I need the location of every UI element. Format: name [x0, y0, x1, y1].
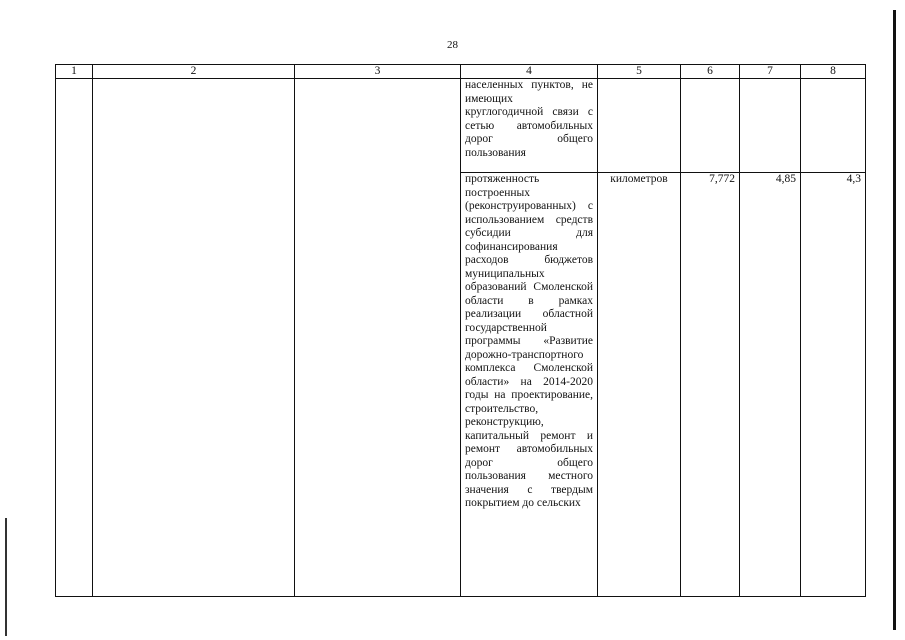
- table-row: [56, 79, 866, 173]
- value-cell-col6: 7,772: [681, 173, 740, 597]
- cell-col1-empty: [56, 79, 93, 597]
- header-cell-7: 7: [740, 65, 801, 79]
- header-cell-4: 4: [461, 65, 598, 79]
- value-cell-col8: 4,3: [801, 173, 866, 597]
- indicator-table: [55, 64, 866, 597]
- header-cell-5: 5: [598, 65, 681, 79]
- cell-col6-empty: [681, 79, 740, 173]
- value-cell-col7: 4,85: [740, 173, 801, 597]
- header-cell-6: 6: [681, 65, 740, 79]
- cell-col7-empty: [740, 79, 801, 173]
- unit-cell: километров: [598, 173, 681, 597]
- header-cell-8: 8: [801, 65, 866, 79]
- header-cell-3: 3: [295, 65, 461, 79]
- indicator-text: протяженность построенных (реконструированных) с использованием средств субсидии для софинансирования расходов бюджетов муниципальных образований Смоленской области в рамках реализации областной государственной программы «Развитие дорожно-транспортного комплекса Смоленской области» на 2014-2020 годы на проектирование, строительство, реконструкцию, капитальный ремонт и ремонт автомобильных дорог общего пользования местного значения с твердым покрытием до сельских: [465, 173, 593, 509]
- indicator-text: населенных пунктов, не имеющих круглогодичной связи с сетью автомобильных дорог общего пользования: [465, 79, 593, 159]
- cell-col3-empty: [295, 79, 461, 597]
- header-cell-1: 1: [56, 65, 93, 79]
- cell-col8-empty: [801, 79, 866, 173]
- scan-edge-right: [893, 10, 896, 630]
- cell-col5-empty: [598, 79, 681, 173]
- indicator-text-cell: [461, 173, 598, 597]
- cell-col2-empty: [93, 79, 295, 597]
- scan-edge-left: [5, 518, 7, 636]
- indicator-text-continued: [461, 79, 598, 173]
- page-number: 28: [447, 39, 458, 51]
- table-header-row: [56, 65, 866, 79]
- header-cell-2: 2: [93, 65, 295, 79]
